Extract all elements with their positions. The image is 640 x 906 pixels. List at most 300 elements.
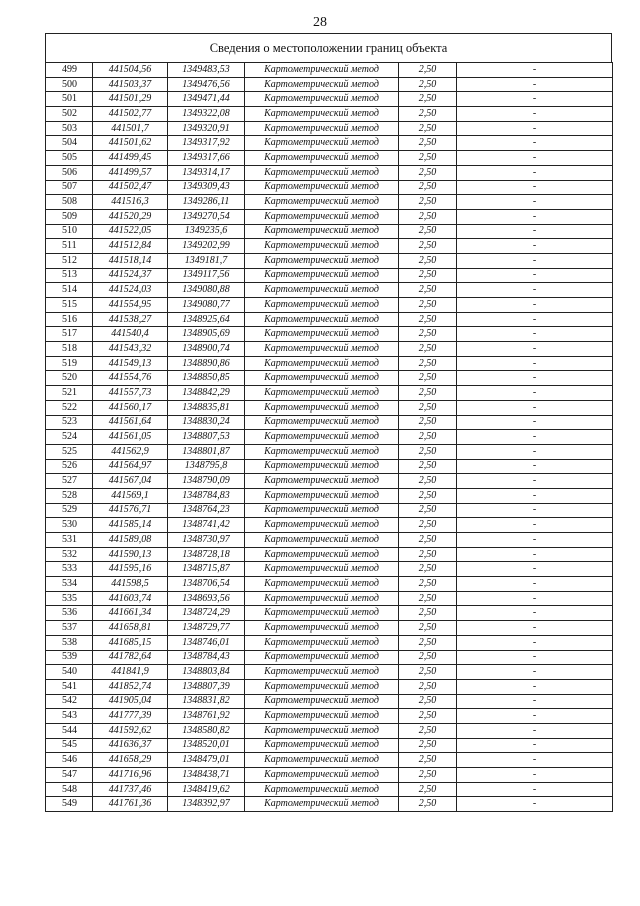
x-coordinate-cell: 441589,08 [93,533,168,548]
method-cell: Картометрический метод [245,797,399,812]
x-coordinate-cell: 441562,9 [93,444,168,459]
accuracy-cell: 2,50 [399,327,457,342]
table-row [46,547,613,562]
accuracy-cell: 2,50 [399,533,457,548]
y-coordinate-cell: 1349080,77 [168,298,245,313]
method-cell: Картометрический метод [245,444,399,459]
x-coordinate-cell: 441502,47 [93,180,168,195]
accuracy-cell: 2,50 [399,371,457,386]
note-cell: - [457,371,613,386]
method-cell: Картометрический метод [245,312,399,327]
table-row [46,679,613,694]
note-cell: - [457,180,613,195]
y-coordinate-cell: 1348784,83 [168,488,245,503]
x-coordinate-cell: 441503,37 [93,77,168,92]
method-cell: Картометрический метод [245,342,399,357]
accuracy-cell: 2,50 [399,180,457,195]
method-cell: Картометрический метод [245,209,399,224]
method-cell: Картометрический метод [245,77,399,92]
table-row [46,782,613,797]
table-row [46,591,613,606]
point-number-cell: 533 [46,562,93,577]
table-row [46,415,613,430]
y-coordinate-cell: 1349181,7 [168,253,245,268]
accuracy-cell: 2,50 [399,386,457,401]
accuracy-cell: 2,50 [399,239,457,254]
method-cell: Картометрический метод [245,606,399,621]
accuracy-cell: 2,50 [399,195,457,210]
point-number-cell: 512 [46,253,93,268]
y-coordinate-cell: 1348706,54 [168,577,245,592]
point-number-cell: 534 [46,577,93,592]
x-coordinate-cell: 441499,57 [93,165,168,180]
y-coordinate-cell: 1348784,43 [168,650,245,665]
accuracy-cell: 2,50 [399,518,457,533]
point-number-cell: 538 [46,635,93,650]
y-coordinate-cell: 1349483,53 [168,63,245,78]
method-cell: Картометрический метод [245,577,399,592]
accuracy-cell: 2,50 [399,107,457,122]
table-row [46,621,613,636]
note-cell: - [457,444,613,459]
x-coordinate-cell: 441777,39 [93,709,168,724]
note-cell: - [457,77,613,92]
coordinates-table-body [46,63,613,812]
x-coordinate-cell: 441636,37 [93,738,168,753]
note-cell: - [457,415,613,430]
accuracy-cell: 2,50 [399,92,457,107]
method-cell: Картометрический метод [245,283,399,298]
accuracy-cell: 2,50 [399,356,457,371]
y-coordinate-cell: 1348905,69 [168,327,245,342]
note-cell: - [457,253,613,268]
x-coordinate-cell: 441499,45 [93,151,168,166]
note-cell: - [457,63,613,78]
method-cell: Картометрический метод [245,694,399,709]
y-coordinate-cell: 1348830,24 [168,415,245,430]
method-cell: Картометрический метод [245,165,399,180]
note-cell: - [457,121,613,136]
note-cell: - [457,386,613,401]
point-number-cell: 511 [46,239,93,254]
point-number-cell: 525 [46,444,93,459]
x-coordinate-cell: 441554,95 [93,298,168,313]
y-coordinate-cell: 1349080,88 [168,283,245,298]
x-coordinate-cell: 441598,5 [93,577,168,592]
point-number-cell: 544 [46,723,93,738]
note-cell: - [457,547,613,562]
accuracy-cell: 2,50 [399,224,457,239]
method-cell: Картометрический метод [245,92,399,107]
table-row [46,209,613,224]
method-cell: Картометрический метод [245,356,399,371]
y-coordinate-cell: 1348724,29 [168,606,245,621]
y-coordinate-cell: 1348900,74 [168,342,245,357]
method-cell: Картометрический метод [245,709,399,724]
x-coordinate-cell: 441524,03 [93,283,168,298]
accuracy-cell: 2,50 [399,268,457,283]
note-cell: - [457,209,613,224]
method-cell: Картометрический метод [245,268,399,283]
accuracy-cell: 2,50 [399,547,457,562]
method-cell: Картометрический метод [245,474,399,489]
point-number-cell: 540 [46,665,93,680]
method-cell: Картометрический метод [245,371,399,386]
y-coordinate-cell: 1349314,17 [168,165,245,180]
note-cell: - [457,577,613,592]
x-coordinate-cell: 441524,37 [93,268,168,283]
y-coordinate-cell: 1348715,87 [168,562,245,577]
table-row [46,180,613,195]
y-coordinate-cell: 1349317,66 [168,151,245,166]
method-cell: Картометрический метод [245,224,399,239]
y-coordinate-cell: 1348761,92 [168,709,245,724]
point-number-cell: 505 [46,151,93,166]
method-cell: Картометрический метод [245,63,399,78]
y-coordinate-cell: 1348419,62 [168,782,245,797]
note-cell: - [457,298,613,313]
x-coordinate-cell: 441716,96 [93,768,168,783]
x-coordinate-cell: 441561,05 [93,430,168,445]
y-coordinate-cell: 1348835,81 [168,400,245,415]
y-coordinate-cell: 1349322,08 [168,107,245,122]
note-cell: - [457,503,613,518]
table-row [46,459,613,474]
method-cell: Картометрический метод [245,180,399,195]
note-cell: - [457,709,613,724]
y-coordinate-cell: 1348890,86 [168,356,245,371]
table-row [46,430,613,445]
x-coordinate-cell: 441603,74 [93,591,168,606]
accuracy-cell: 2,50 [399,768,457,783]
point-number-cell: 521 [46,386,93,401]
page-number: 28 [313,15,327,30]
x-coordinate-cell: 441557,73 [93,386,168,401]
table-row [46,136,613,151]
y-coordinate-cell: 1349476,56 [168,77,245,92]
x-coordinate-cell: 441516,3 [93,195,168,210]
accuracy-cell: 2,50 [399,621,457,636]
x-coordinate-cell: 441518,14 [93,253,168,268]
x-coordinate-cell: 441560,17 [93,400,168,415]
x-coordinate-cell: 441592,62 [93,723,168,738]
point-number-cell: 499 [46,63,93,78]
note-cell: - [457,136,613,151]
point-number-cell: 517 [46,327,93,342]
accuracy-cell: 2,50 [399,312,457,327]
accuracy-cell: 2,50 [399,136,457,151]
accuracy-cell: 2,50 [399,77,457,92]
x-coordinate-cell: 441512,84 [93,239,168,254]
point-number-cell: 523 [46,415,93,430]
table-row [46,768,613,783]
table-row [46,77,613,92]
method-cell: Картометрический метод [245,386,399,401]
table-row [46,312,613,327]
y-coordinate-cell: 1348764,23 [168,503,245,518]
accuracy-cell: 2,50 [399,709,457,724]
note-cell: - [457,327,613,342]
x-coordinate-cell: 441658,29 [93,753,168,768]
y-coordinate-cell: 1348831,82 [168,694,245,709]
y-coordinate-cell: 1349202,99 [168,239,245,254]
accuracy-cell: 2,50 [399,415,457,430]
method-cell: Картометрический метод [245,782,399,797]
table-row [46,562,613,577]
method-cell: Картометрический метод [245,253,399,268]
point-number-cell: 510 [46,224,93,239]
table-row [46,577,613,592]
coordinates-table [45,62,613,812]
method-cell: Картометрический метод [245,298,399,313]
method-cell: Картометрический метод [245,327,399,342]
y-coordinate-cell: 1348807,39 [168,679,245,694]
y-coordinate-cell: 1348693,56 [168,591,245,606]
y-coordinate-cell: 1348801,87 [168,444,245,459]
accuracy-cell: 2,50 [399,782,457,797]
table-row [46,121,613,136]
point-number-cell: 542 [46,694,93,709]
x-coordinate-cell: 441520,29 [93,209,168,224]
accuracy-cell: 2,50 [399,400,457,415]
method-cell: Картометрический метод [245,518,399,533]
method-cell: Картометрический метод [245,151,399,166]
point-number-cell: 537 [46,621,93,636]
method-cell: Картометрический метод [245,400,399,415]
accuracy-cell: 2,50 [399,503,457,518]
x-coordinate-cell: 441504,56 [93,63,168,78]
note-cell: - [457,488,613,503]
table-row [46,107,613,122]
note-cell: - [457,283,613,298]
note-cell: - [457,195,613,210]
note-cell: - [457,606,613,621]
accuracy-cell: 2,50 [399,209,457,224]
note-cell: - [457,400,613,415]
table-row [46,63,613,78]
x-coordinate-cell: 441502,77 [93,107,168,122]
y-coordinate-cell: 1348807,53 [168,430,245,445]
note-cell: - [457,591,613,606]
note-cell: - [457,650,613,665]
note-cell: - [457,430,613,445]
y-coordinate-cell: 1348479,01 [168,753,245,768]
point-number-cell: 547 [46,768,93,783]
method-cell: Картометрический метод [245,650,399,665]
table-row [46,298,613,313]
note-cell: - [457,562,613,577]
x-coordinate-cell: 441549,13 [93,356,168,371]
method-cell: Картометрический метод [245,679,399,694]
note-cell: - [457,753,613,768]
point-number-cell: 500 [46,77,93,92]
accuracy-cell: 2,50 [399,797,457,812]
table-row [46,606,613,621]
table-row [46,533,613,548]
point-number-cell: 545 [46,738,93,753]
accuracy-cell: 2,50 [399,253,457,268]
note-cell: - [457,151,613,166]
accuracy-cell: 2,50 [399,665,457,680]
table-row [46,444,613,459]
point-number-cell: 532 [46,547,93,562]
point-number-cell: 507 [46,180,93,195]
note-cell: - [457,679,613,694]
table-row [46,92,613,107]
accuracy-cell: 2,50 [399,635,457,650]
note-cell: - [457,723,613,738]
x-coordinate-cell: 441576,71 [93,503,168,518]
note-cell: - [457,312,613,327]
point-number-cell: 519 [46,356,93,371]
y-coordinate-cell: 1348730,97 [168,533,245,548]
accuracy-cell: 2,50 [399,430,457,445]
point-number-cell: 503 [46,121,93,136]
y-coordinate-cell: 1349471,44 [168,92,245,107]
table-row [46,165,613,180]
method-cell: Картометрический метод [245,591,399,606]
method-cell: Картометрический метод [245,503,399,518]
point-number-cell: 509 [46,209,93,224]
y-coordinate-cell: 1349286,11 [168,195,245,210]
accuracy-cell: 2,50 [399,723,457,738]
table-row [46,709,613,724]
point-number-cell: 513 [46,268,93,283]
y-coordinate-cell: 1348392,97 [168,797,245,812]
table-row [46,797,613,812]
note-cell: - [457,165,613,180]
method-cell: Картометрический метод [245,195,399,210]
accuracy-cell: 2,50 [399,283,457,298]
accuracy-cell: 2,50 [399,738,457,753]
boundary-table-sheet [45,33,612,812]
point-number-cell: 543 [46,709,93,724]
table-row [46,239,613,254]
table-row [46,753,613,768]
y-coordinate-cell: 1348803,84 [168,665,245,680]
table-row [46,635,613,650]
note-cell: - [457,92,613,107]
x-coordinate-cell: 441852,74 [93,679,168,694]
method-cell: Картометрический метод [245,723,399,738]
point-number-cell: 529 [46,503,93,518]
accuracy-cell: 2,50 [399,342,457,357]
y-coordinate-cell: 1349270,54 [168,209,245,224]
point-number-cell: 531 [46,533,93,548]
table-row [46,400,613,415]
y-coordinate-cell: 1349320,91 [168,121,245,136]
table-row [46,371,613,386]
accuracy-cell: 2,50 [399,63,457,78]
method-cell: Картометрический метод [245,430,399,445]
method-cell: Картометрический метод [245,107,399,122]
y-coordinate-cell: 1348790,09 [168,474,245,489]
accuracy-cell: 2,50 [399,577,457,592]
accuracy-cell: 2,50 [399,591,457,606]
table-row [46,503,613,518]
y-coordinate-cell: 1348842,29 [168,386,245,401]
point-number-cell: 516 [46,312,93,327]
point-number-cell: 535 [46,591,93,606]
note-cell: - [457,459,613,474]
y-coordinate-cell: 1349235,6 [168,224,245,239]
x-coordinate-cell: 441661,34 [93,606,168,621]
x-coordinate-cell: 441501,7 [93,121,168,136]
table-row [46,723,613,738]
point-number-cell: 522 [46,400,93,415]
table-row [46,327,613,342]
point-number-cell: 518 [46,342,93,357]
point-number-cell: 546 [46,753,93,768]
point-number-cell: 515 [46,298,93,313]
y-coordinate-cell: 1348580,82 [168,723,245,738]
note-cell: - [457,635,613,650]
accuracy-cell: 2,50 [399,694,457,709]
point-number-cell: 506 [46,165,93,180]
point-number-cell: 527 [46,474,93,489]
accuracy-cell: 2,50 [399,121,457,136]
accuracy-cell: 2,50 [399,298,457,313]
table-row [46,195,613,210]
table-row [46,488,613,503]
x-coordinate-cell: 441905,04 [93,694,168,709]
y-coordinate-cell: 1349309,43 [168,180,245,195]
point-number-cell: 520 [46,371,93,386]
point-number-cell: 502 [46,107,93,122]
accuracy-cell: 2,50 [399,165,457,180]
y-coordinate-cell: 1349317,92 [168,136,245,151]
accuracy-cell: 2,50 [399,488,457,503]
method-cell: Картометрический метод [245,121,399,136]
y-coordinate-cell: 1348741,42 [168,518,245,533]
x-coordinate-cell: 441554,76 [93,371,168,386]
note-cell: - [457,738,613,753]
point-number-cell: 514 [46,283,93,298]
note-cell: - [457,782,613,797]
note-cell: - [457,797,613,812]
x-coordinate-cell: 441561,64 [93,415,168,430]
method-cell: Картометрический метод [245,635,399,650]
table-row [46,253,613,268]
note-cell: - [457,621,613,636]
note-cell: - [457,474,613,489]
x-coordinate-cell: 441501,62 [93,136,168,151]
method-cell: Картометрический метод [245,488,399,503]
method-cell: Картометрический метод [245,415,399,430]
x-coordinate-cell: 441841,9 [93,665,168,680]
method-cell: Картометрический метод [245,547,399,562]
x-coordinate-cell: 441595,16 [93,562,168,577]
table-row [46,650,613,665]
x-coordinate-cell: 441685,15 [93,635,168,650]
point-number-cell: 530 [46,518,93,533]
x-coordinate-cell: 441737,46 [93,782,168,797]
method-cell: Картометрический метод [245,459,399,474]
y-coordinate-cell: 1348520,01 [168,738,245,753]
y-coordinate-cell: 1348438,71 [168,768,245,783]
method-cell: Картометрический метод [245,753,399,768]
y-coordinate-cell: 1348795,8 [168,459,245,474]
point-number-cell: 541 [46,679,93,694]
accuracy-cell: 2,50 [399,459,457,474]
table-row [46,738,613,753]
accuracy-cell: 2,50 [399,650,457,665]
y-coordinate-cell: 1348850,85 [168,371,245,386]
x-coordinate-cell: 441567,04 [93,474,168,489]
point-number-cell: 526 [46,459,93,474]
point-number-cell: 549 [46,797,93,812]
x-coordinate-cell: 441585,14 [93,518,168,533]
